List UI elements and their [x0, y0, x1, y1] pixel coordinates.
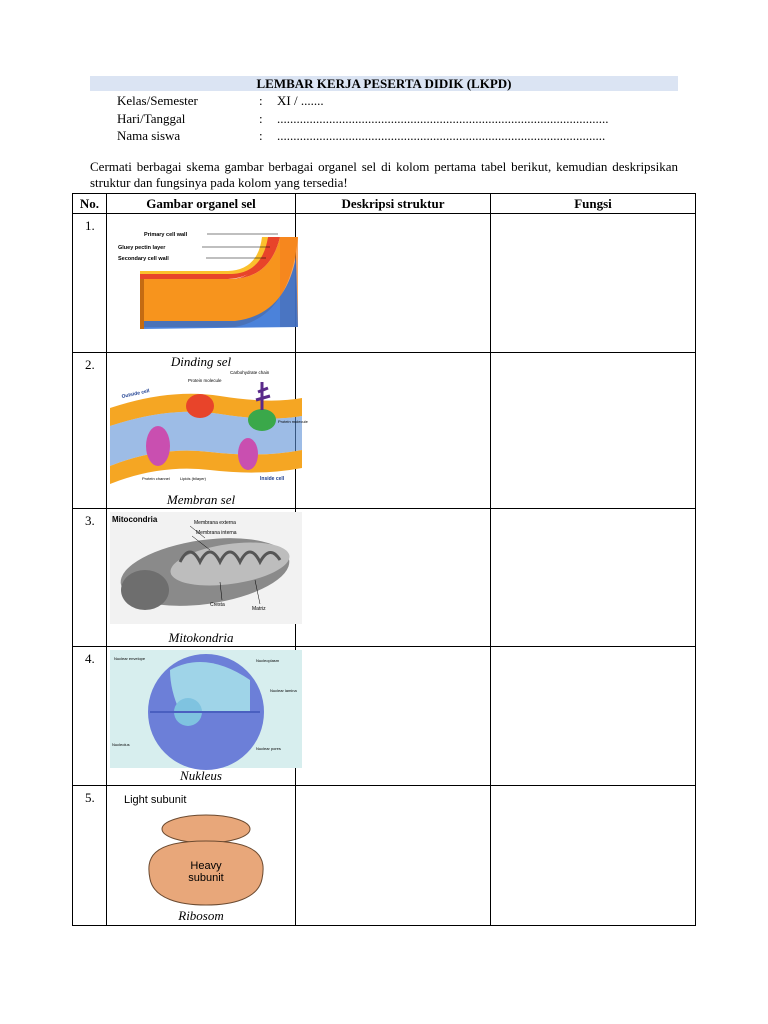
label-primary-cell-wall: Primary cell wall	[144, 232, 188, 238]
function-cell[interactable]	[491, 214, 696, 353]
function-cell[interactable]	[491, 353, 696, 509]
label-nucleoplasm: Nucleoplasm	[256, 658, 280, 663]
mitochondria-diagram	[110, 512, 302, 624]
label-heavy-subunit: Heavy subunit	[188, 860, 224, 884]
organelle-caption: Ribosom	[178, 908, 224, 923]
colon: :	[259, 128, 263, 143]
function-cell[interactable]	[491, 509, 696, 647]
table-header-row	[73, 194, 696, 214]
label-nucleolus: Nucleolus	[112, 742, 130, 747]
table-row	[73, 353, 696, 509]
table-row	[73, 786, 696, 926]
organelle-caption: Dinding sel	[170, 354, 232, 369]
row-number: 2.	[73, 353, 107, 509]
label-light-subunit: Light subunit	[124, 794, 187, 806]
cell-wall-diagram	[110, 217, 302, 335]
structure-description-cell[interactable]	[296, 353, 491, 509]
label-secondary-cell-wall: Secondary cell wall	[118, 256, 169, 262]
organelle-image-cell	[107, 214, 296, 369]
info-row-date	[117, 110, 609, 128]
label-nuclear-lamina: Nuclear lamina	[270, 688, 297, 693]
info-row-name	[117, 127, 609, 145]
row-number: 1.	[73, 214, 107, 353]
label-carbohydrate-chain: Carbohydrate chain	[230, 370, 270, 375]
nucleus-diagram	[110, 650, 302, 768]
label-gluey-pectin-layer: Gluey pectin layer	[118, 245, 166, 251]
worksheet-table	[72, 193, 696, 926]
table-row	[73, 647, 696, 786]
table-row	[73, 509, 696, 647]
label-protein-molecule-top: Protein molecule	[188, 378, 222, 383]
label-inside-cell: Inside cell	[260, 476, 285, 482]
label-nuclear-pores: Nuclear pores	[256, 746, 281, 751]
label-protein-molecule-right: Protein molecule	[278, 419, 308, 424]
structure-description-cell[interactable]	[296, 786, 491, 926]
function-cell[interactable]	[491, 647, 696, 786]
instruction-text: Cermati berbagai skema gambar berbagai organel sel di kolom pertama tabel berikut, kemudian deskripsikan struktur dan fungsinya pada kolom yang tersedia!	[90, 159, 678, 190]
student-info	[117, 92, 609, 145]
class-semester-value[interactable]: XI / .......	[277, 93, 324, 108]
nucleus-shape	[148, 654, 264, 770]
structure-description-cell[interactable]	[296, 509, 491, 647]
label-matriz: Matriz	[252, 606, 266, 612]
colon: :	[259, 93, 263, 108]
ribosome-diagram	[110, 789, 302, 907]
row-number: 5.	[73, 786, 107, 926]
colon: :	[259, 110, 263, 126]
label-lipids-bilayer: Lipids (bilayer)	[180, 476, 207, 481]
organelle-image-cell	[107, 786, 296, 926]
student-name-value[interactable]: .....................................................................................................	[277, 128, 606, 143]
label-nuclear-envelope: Nuclear envelope	[114, 656, 146, 661]
structure-description-cell[interactable]	[296, 214, 491, 353]
page-title: LEMBAR KERJA PESERTA DIDIK (LKPD)	[90, 76, 678, 91]
row-number: 4.	[73, 647, 107, 786]
label-membrana-externa: Membrana externa	[194, 520, 236, 526]
organelle-caption: Mitokondria	[168, 630, 234, 645]
class-semester-label: Kelas/Semester	[117, 93, 198, 108]
header-no: No.	[73, 194, 107, 214]
date-value[interactable]: ......................................................................................................	[277, 110, 609, 126]
organelle-image-cell	[107, 647, 296, 786]
table-row	[73, 214, 696, 353]
student-name-label: Nama siswa	[117, 128, 181, 143]
label-outside-cell: Outside cell	[121, 388, 151, 400]
cell-membrane-diagram	[110, 367, 308, 487]
label-cresta: Cresta	[210, 602, 225, 608]
organelle-caption: Nukleus	[180, 768, 222, 783]
function-cell[interactable]	[491, 786, 696, 926]
header-function: Fungsi	[491, 194, 696, 214]
label-mitocondria: Mitocondria	[112, 515, 158, 524]
date-label: Hari/Tanggal	[117, 110, 186, 126]
header-structure-description: Deskripsi struktur	[296, 194, 491, 214]
header-organelle-image: Gambar organel sel	[107, 194, 296, 214]
row-number: 3.	[73, 509, 107, 647]
organelle-image-cell	[107, 509, 296, 647]
info-row-class	[117, 92, 609, 110]
organelle-caption: Membran sel	[166, 492, 236, 507]
label-membrana-interna: Membrana interna	[196, 530, 237, 536]
label-protein-channel: Protein channel	[142, 476, 170, 481]
organelle-image-cell	[107, 353, 308, 509]
structure-description-cell[interactable]	[296, 647, 491, 786]
